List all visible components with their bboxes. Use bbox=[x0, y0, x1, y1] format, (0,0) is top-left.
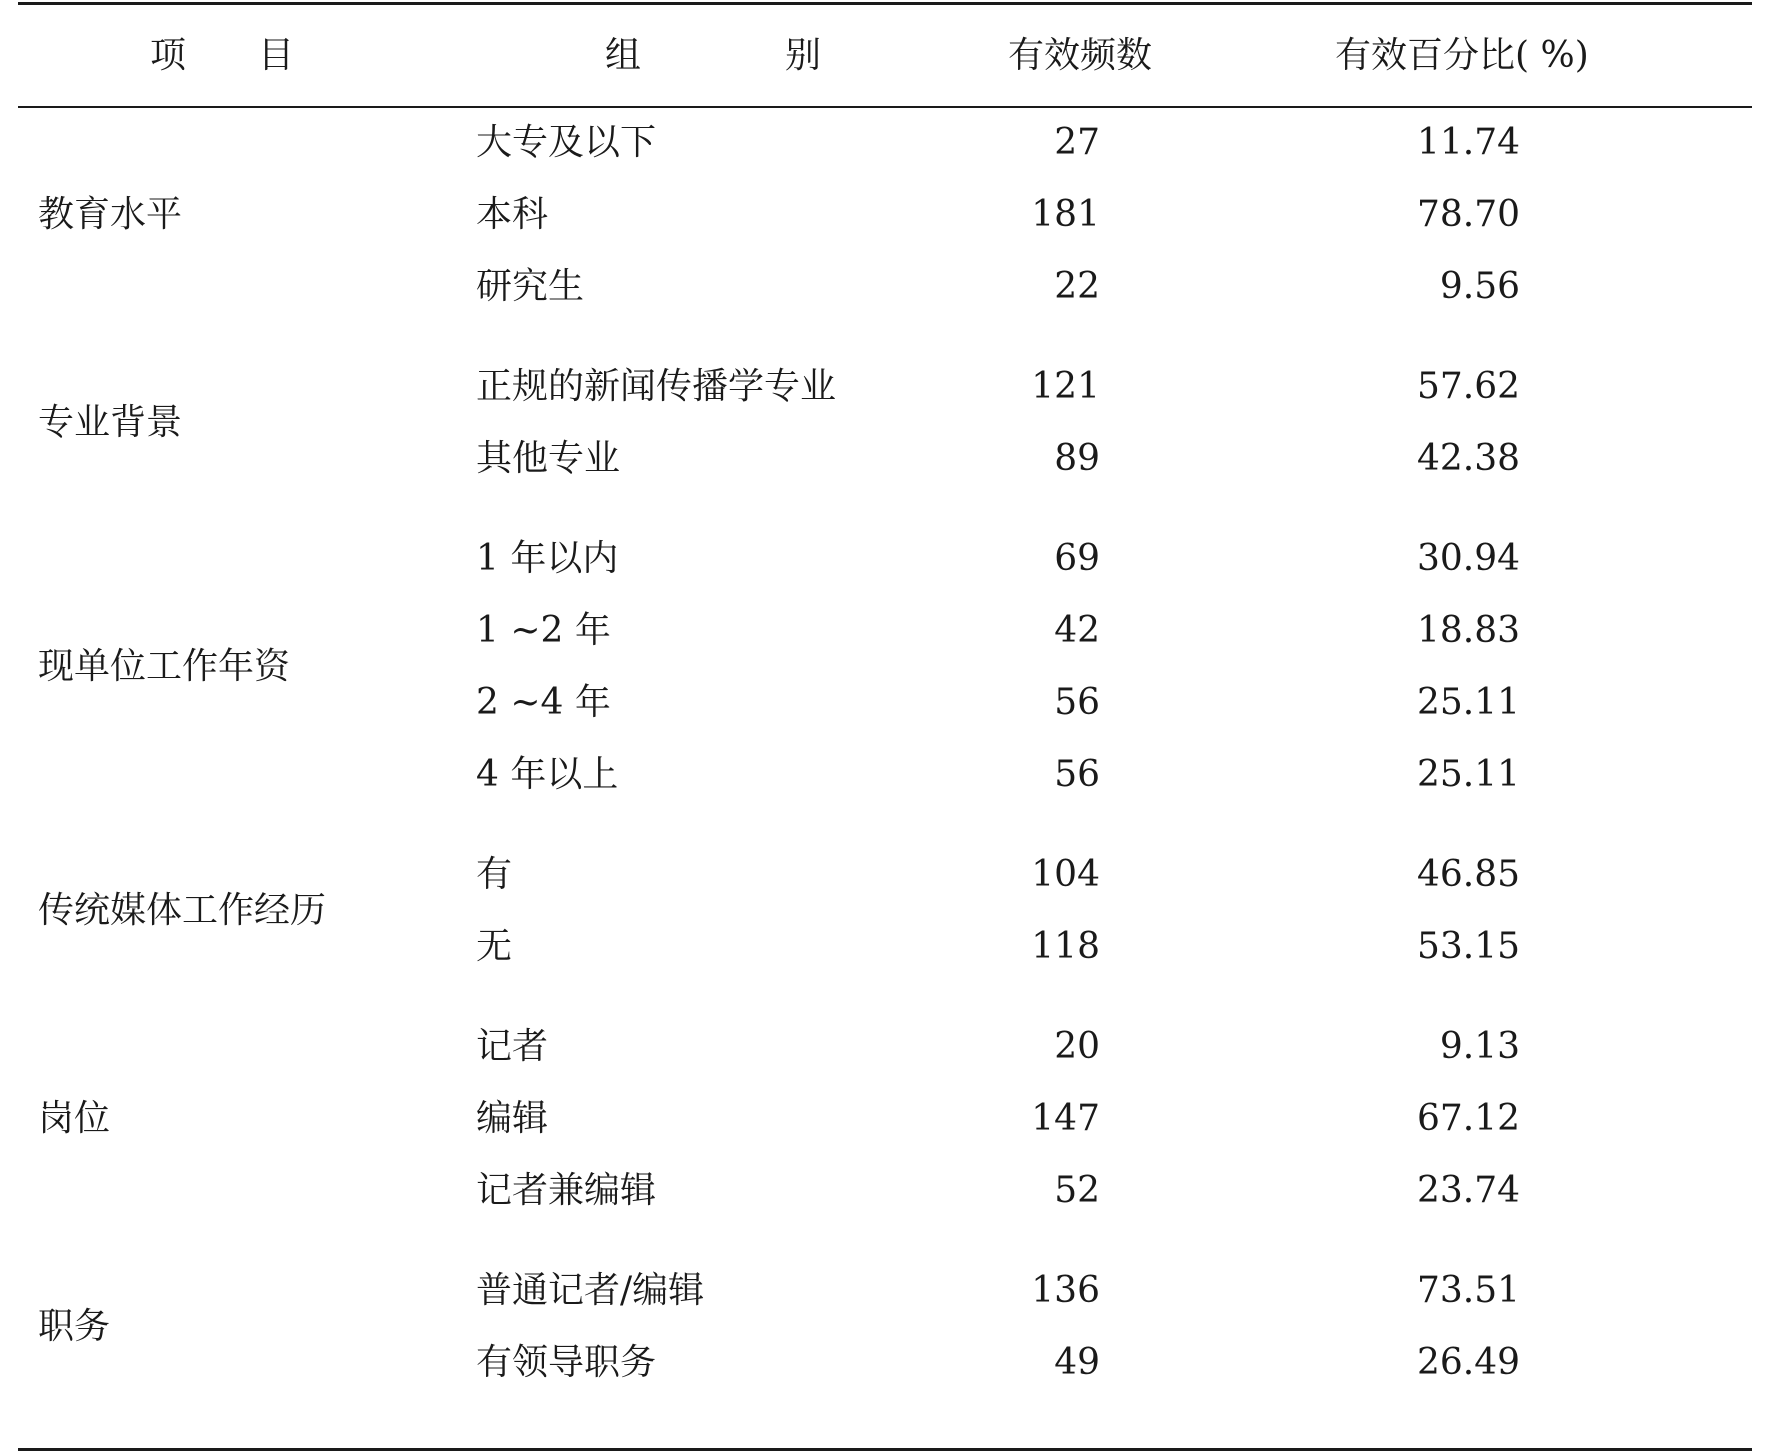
category-label: 职务 bbox=[38, 1306, 111, 1347]
table-bottom-rule bbox=[18, 1448, 1752, 1451]
percent-cell: 78.70 bbox=[1416, 194, 1520, 235]
frequency-cell: 136 bbox=[1031, 1270, 1100, 1311]
percent-cell: 18.83 bbox=[1416, 610, 1520, 651]
percent-cell: 57.62 bbox=[1416, 366, 1520, 407]
frequency-cell: 181 bbox=[1031, 194, 1100, 235]
frequency-cell: 56 bbox=[1054, 682, 1100, 723]
frequency-cell: 56 bbox=[1054, 754, 1100, 795]
category-label: 专业背景 bbox=[38, 402, 183, 443]
group-cell: 有 bbox=[476, 854, 513, 895]
group-cell: 2 ~4 年 bbox=[476, 682, 611, 723]
group-cell: 研究生 bbox=[476, 266, 585, 307]
percent-cell: 42.38 bbox=[1416, 438, 1520, 479]
category-label: 岗位 bbox=[38, 1098, 111, 1139]
frequency-cell: 69 bbox=[1054, 538, 1100, 579]
group-cell: 其他专业 bbox=[476, 438, 621, 479]
frequency-cell: 49 bbox=[1054, 1342, 1100, 1383]
group-cell: 4 年以上 bbox=[476, 754, 619, 795]
group-cell: 普通记者/编辑 bbox=[476, 1270, 705, 1311]
percent-cell: 23.74 bbox=[1416, 1170, 1520, 1211]
frequency-cell: 20 bbox=[1054, 1026, 1100, 1067]
group-cell: 编辑 bbox=[476, 1098, 549, 1139]
frequency-cell: 22 bbox=[1054, 266, 1100, 307]
header-frequency: 有效频数 bbox=[1008, 35, 1153, 76]
group-cell: 无 bbox=[476, 926, 513, 967]
frequency-cell: 89 bbox=[1054, 438, 1100, 479]
frequency-cell: 42 bbox=[1054, 610, 1100, 651]
group-cell: 正规的新闻传播学专业 bbox=[476, 366, 837, 407]
frequency-cell: 104 bbox=[1031, 854, 1100, 895]
group-cell: 1 ~2 年 bbox=[476, 610, 611, 651]
percent-cell: 9.13 bbox=[1439, 1026, 1520, 1067]
header-percent: 有效百分比( %) bbox=[1335, 35, 1589, 76]
group-cell: 有领导职务 bbox=[476, 1342, 657, 1383]
category-label: 传统媒体工作经历 bbox=[38, 890, 327, 931]
group-cell: 大专及以下 bbox=[476, 122, 657, 163]
frequency-cell: 121 bbox=[1031, 366, 1100, 407]
frequency-cell: 118 bbox=[1031, 926, 1100, 967]
percent-cell: 46.85 bbox=[1416, 854, 1520, 895]
group-cell: 记者 bbox=[476, 1026, 549, 1067]
percent-cell: 9.56 bbox=[1439, 266, 1520, 307]
category-label: 现单位工作年资 bbox=[38, 646, 291, 687]
group-cell: 本科 bbox=[476, 194, 549, 235]
percent-cell: 26.49 bbox=[1416, 1342, 1520, 1383]
percent-cell: 11.74 bbox=[1416, 122, 1520, 163]
percent-cell: 73.51 bbox=[1416, 1270, 1520, 1311]
frequency-cell: 52 bbox=[1054, 1170, 1100, 1211]
frequency-cell: 27 bbox=[1054, 122, 1100, 163]
percent-cell: 67.12 bbox=[1416, 1098, 1520, 1139]
table-top-rule bbox=[18, 2, 1752, 5]
group-cell: 记者兼编辑 bbox=[476, 1170, 657, 1211]
header-item: 项 目 bbox=[150, 35, 295, 76]
percent-cell: 25.11 bbox=[1416, 682, 1520, 723]
group-cell: 1 年以内 bbox=[476, 538, 619, 579]
table-header-rule bbox=[18, 106, 1752, 108]
percent-cell: 53.15 bbox=[1416, 926, 1520, 967]
percent-cell: 25.11 bbox=[1416, 754, 1520, 795]
header-group: 组 别 bbox=[605, 35, 822, 76]
category-label: 教育水平 bbox=[38, 194, 183, 235]
frequency-cell: 147 bbox=[1031, 1098, 1100, 1139]
percent-cell: 30.94 bbox=[1416, 538, 1520, 579]
